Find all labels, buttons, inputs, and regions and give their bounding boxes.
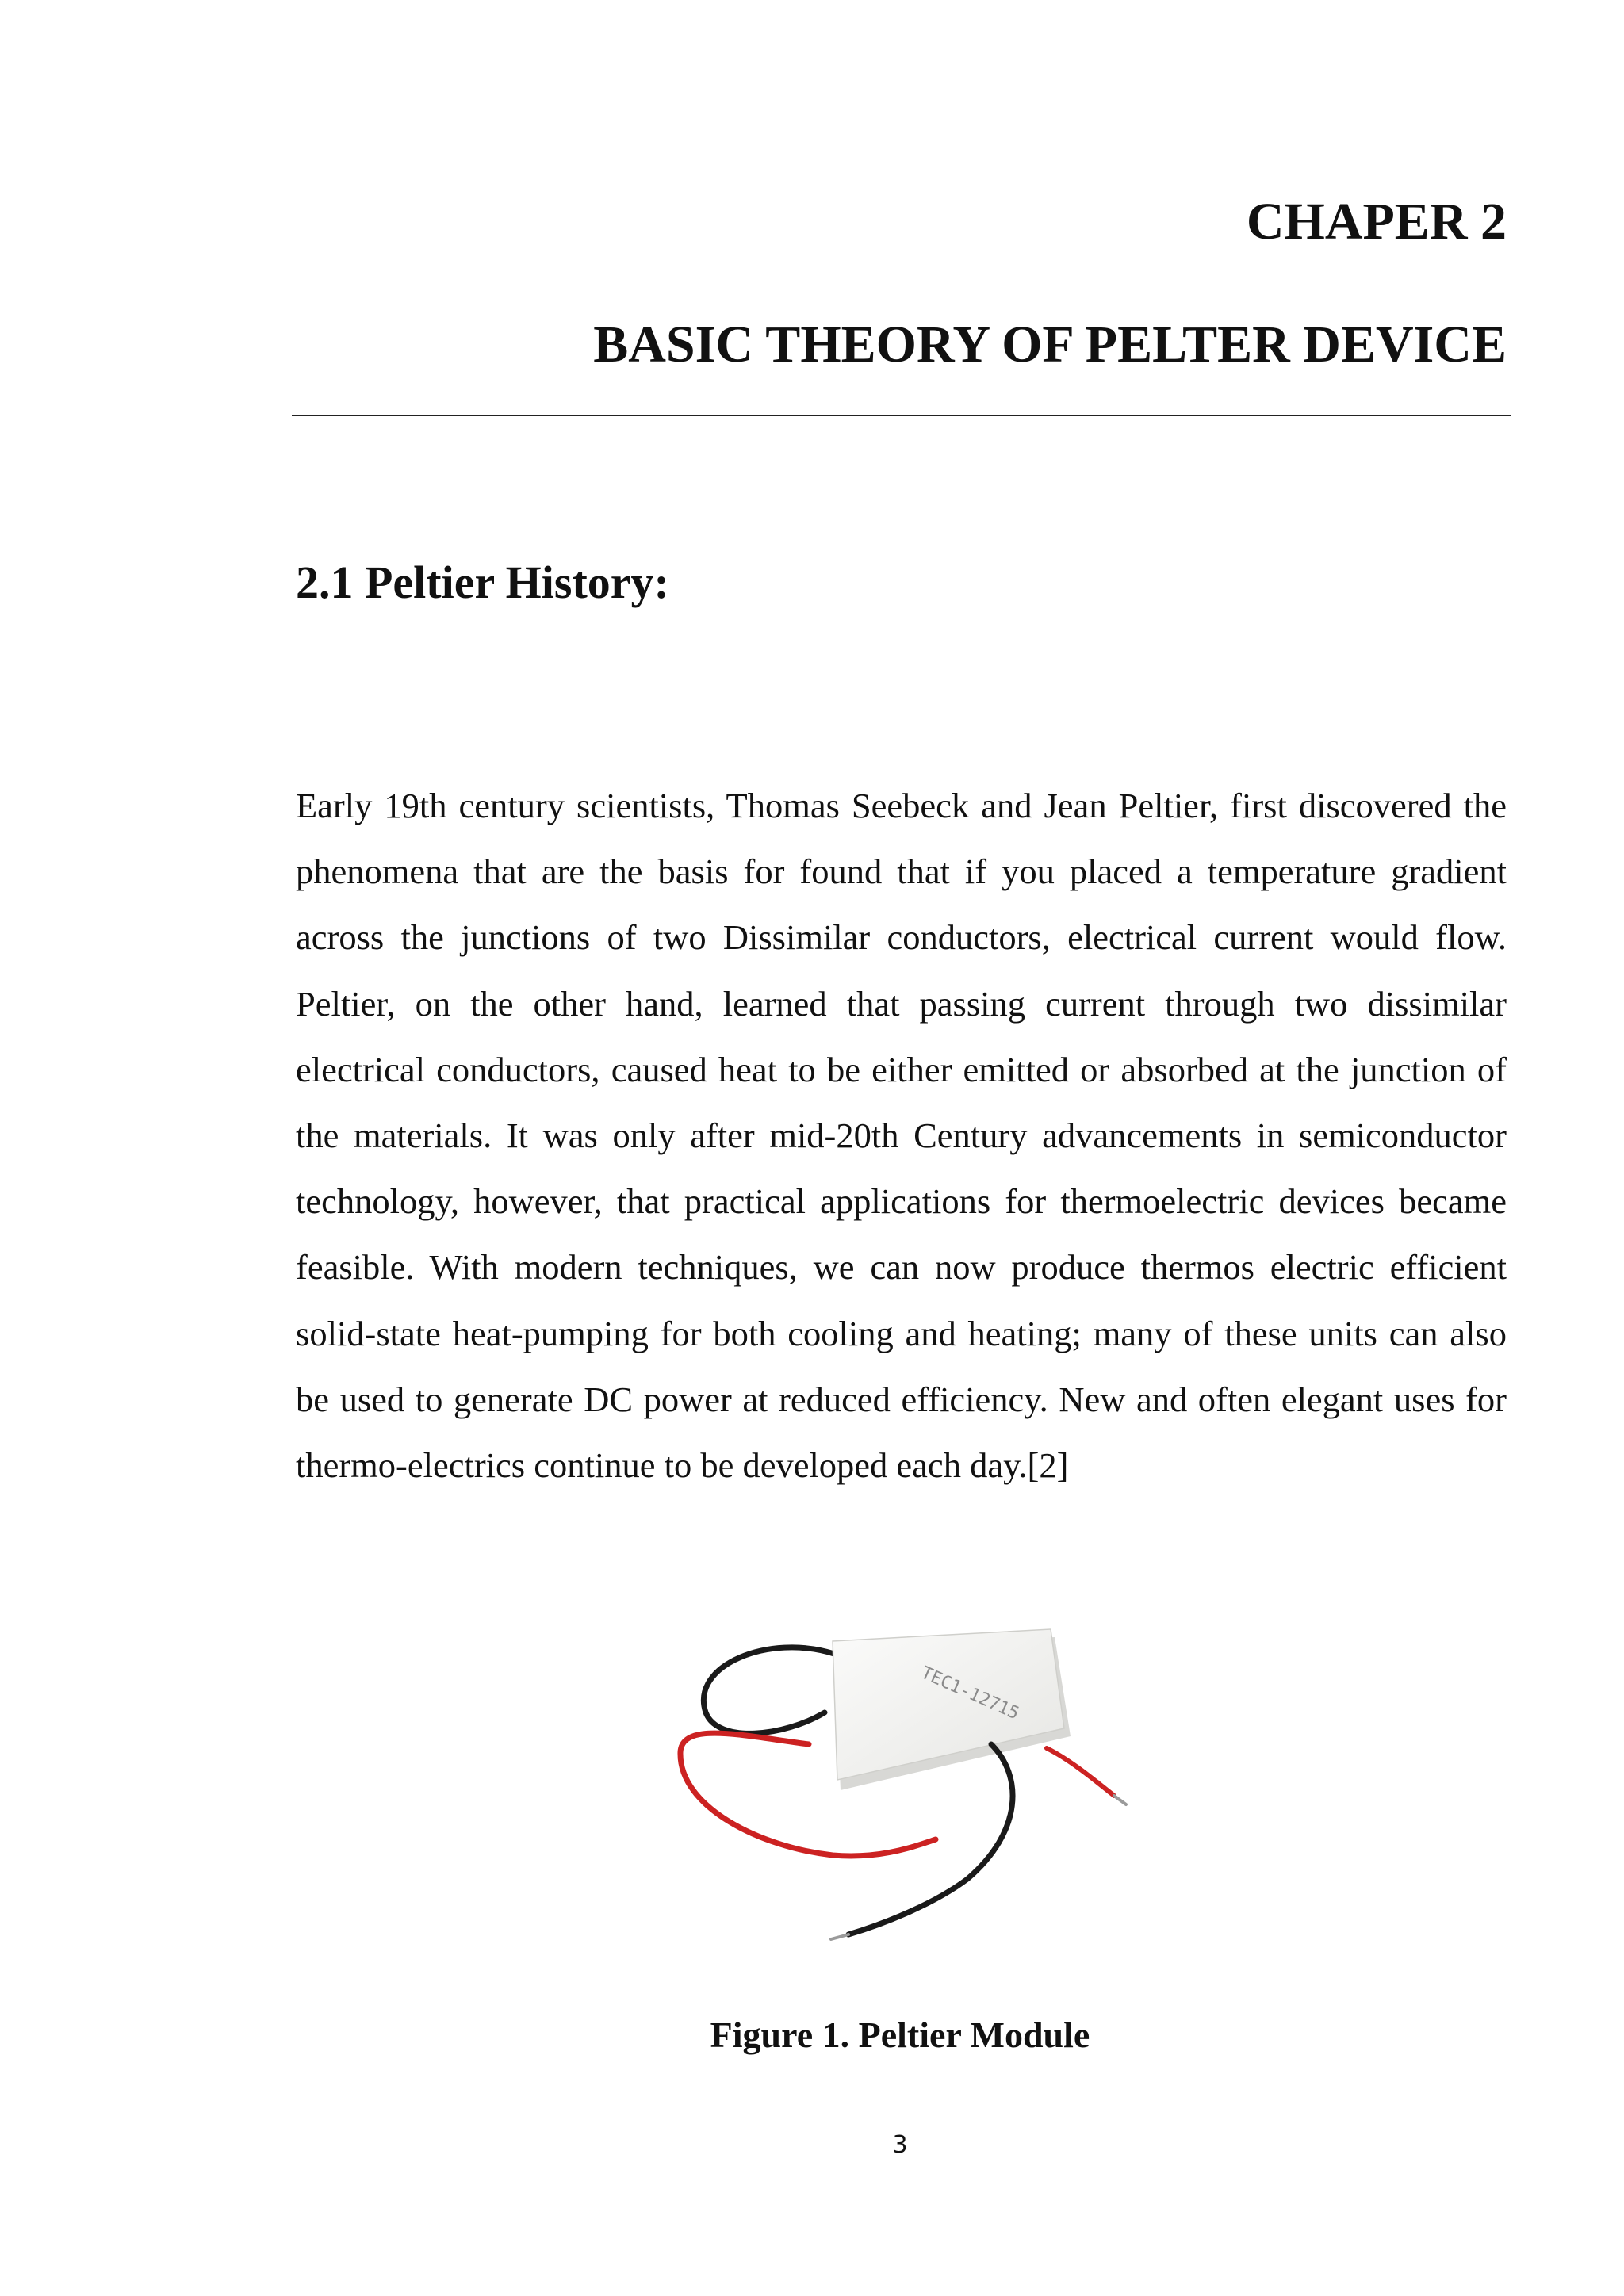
red-wire-right [1047, 1748, 1114, 1796]
peltier-module-image [650, 1617, 1158, 1958]
black-wire [703, 1647, 834, 1733]
page-number: 3 [892, 2131, 908, 2159]
section-heading: 2.1 Peltier History: [296, 557, 669, 608]
module-label: TEC1-12715 [917, 1663, 1022, 1724]
chapter-number: CHAPER 2 [1246, 193, 1507, 251]
red-wire-tip [1114, 1796, 1126, 1804]
body-paragraph: Early 19th century scientists, Thomas Seebeck and Jean Peltier, first discovered the phenomena that are the basis for found that if you placed a temperature gradient across the junctions of two Dissimilar conductors, electrical current would flow. Peltier, on the other hand, learned that passing current through two dissimilar electrical conductors, caused heat to be either emitted or absorbed at the junction of the materials. It was only after mid-20th Century advancements in semiconductor technology, however, that practical applications for thermoelectric devices became feasible. With modern techniques, we can now produce thermos electric efficient solid-state heat-pumping for both cooling and heating; many of these units can also be used to generate DC power at reduced efficiency. New and often elegant uses for thermo-electrics continue to be developed each day.[2] [296, 786, 1507, 1486]
peltier-module-figure [650, 1617, 1158, 1958]
chapter-divider [292, 415, 1511, 416]
chapter-title: BASIC THEORY OF PELTER DEVICE [593, 316, 1507, 373]
black-wire-tip [831, 1934, 848, 1939]
figure-caption: Figure 1. Peltier Module [710, 2015, 1090, 2055]
